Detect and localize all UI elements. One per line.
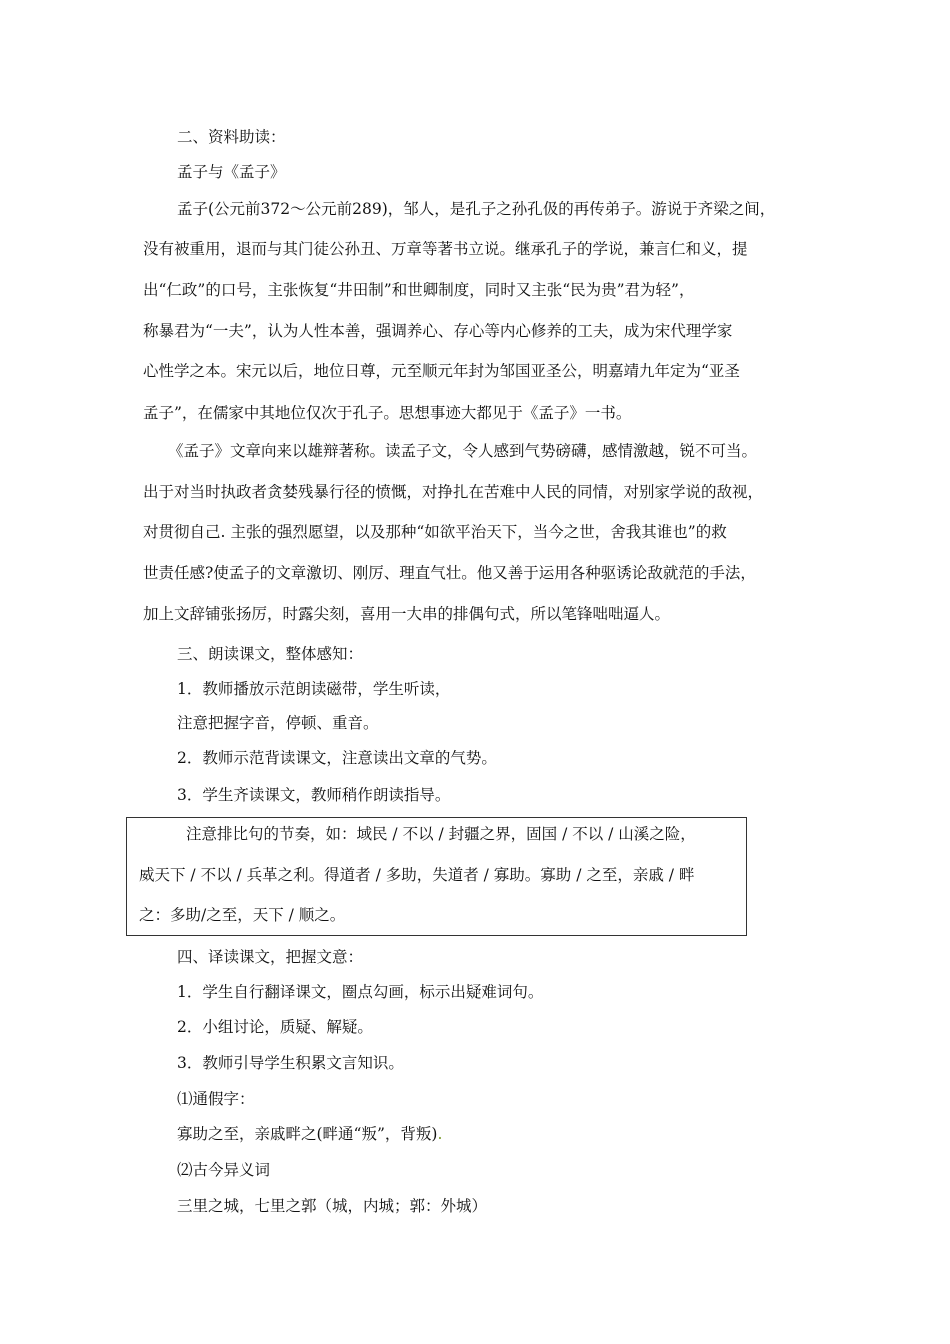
list-item: 注意把握字音，停顿、重音。: [177, 714, 379, 732]
subheading-mencius: 孟子与《孟子》: [177, 163, 286, 181]
list-item: ⑵古今异义词: [177, 1161, 271, 1179]
paragraph-line: 心性学之本。宋元以后，地位日尊，元至顺元年封为邹国亚圣公，明嘉靖九年定为“亚圣: [143, 362, 740, 380]
list-item: 1．学生自行翻译课文，圈点勾画，标示出疑难词句。: [177, 983, 544, 1001]
paragraph-line: 对贯彻自己. 主张的强烈愿望，以及那种“如欲平治天下，当今之世，舍我其谁也”的救: [143, 523, 727, 541]
list-item: [177, 1124, 442, 1144]
paragraph-line: 加上文辞铺张扬厉，时露尖刻，喜用一大串的排偶句式，所以笔锋咄咄逼人。: [143, 605, 671, 623]
list-item: 3．教师引导学生积累文言知识。: [177, 1054, 404, 1072]
list-item-text: 寡助之至，亲戚畔之(畔通“叛”，背叛): [177, 1125, 438, 1143]
box-line: 威天下 / 不以 / 兵革之利。得道者 / 多助，失道者 / 寡助。寡助 / 之至，亲戚 / 畔: [139, 866, 695, 884]
list-item: 1．教师播放示范朗读磁带，学生听读，: [177, 680, 451, 698]
section-3-heading: 三、朗读课文，整体感知：: [177, 645, 364, 663]
list-item: 三里之城，七里之郭（城，内城；郭：外城）: [177, 1197, 488, 1215]
highlight-dot: .: [437, 1125, 443, 1143]
paragraph-line: 称暴君为“一夫”，认为人性本善，强调养心、存心等内心修养的工夫，成为宋代理学家: [143, 322, 733, 340]
paragraph-line: 出于对当时执政者贪婪残暴行径的愤慨，对挣扎在苦难中人民的同情，对别家学说的敌视，: [143, 483, 764, 501]
paragraph-line: 没有被重用，退而与其门徒公孙丑、万章等著书立说。继承孔子的学说，兼言仁和义，提: [143, 240, 748, 258]
paragraph-line: 孟子(公元前372～公元前289)，邹人，是孔子之孙孔伋的再传弟子。游说于齐梁之间，: [177, 200, 776, 218]
paragraph-line: 孟子”，在儒家中其地位仅次于孔子。思想事迹大都见于《孟子》一书。: [143, 404, 632, 422]
list-item: 2．小组讨论，质疑、解疑。: [177, 1018, 373, 1036]
paragraph-line: 世责任感?使孟子的文章激切、刚厉、理直气壮。他又善于运用各种驱诱论敌就范的手法，: [143, 564, 756, 582]
box-line: 注意排比句的节奏，如：域民 / 不以 / 封疆之界，固国 / 不以 / 山溪之险，: [186, 825, 696, 843]
list-item: 3．学生齐读课文，教师稍作朗读指导。: [177, 786, 451, 804]
list-item: 2．教师示范背读课文，注意读出文章的气势。: [177, 749, 497, 767]
paragraph-line: 出“仁政”的口号，主张恢复“井田制”和世卿制度，同时又主张“民为贵”君为轻”，: [143, 281, 695, 299]
section-4-heading: 四、译读课文，把握文意：: [177, 948, 364, 966]
section-2-heading: 二、资料助读：: [177, 128, 286, 146]
list-item: ⑴通假字：: [177, 1090, 255, 1108]
box-line: 之：多助/之至，天下 / 顺之。: [139, 906, 346, 924]
paragraph-line: 《孟子》文章向来以雄辩著称。读孟子文，令人感到气势磅礴，感情激越，锐不可当。: [168, 442, 758, 460]
